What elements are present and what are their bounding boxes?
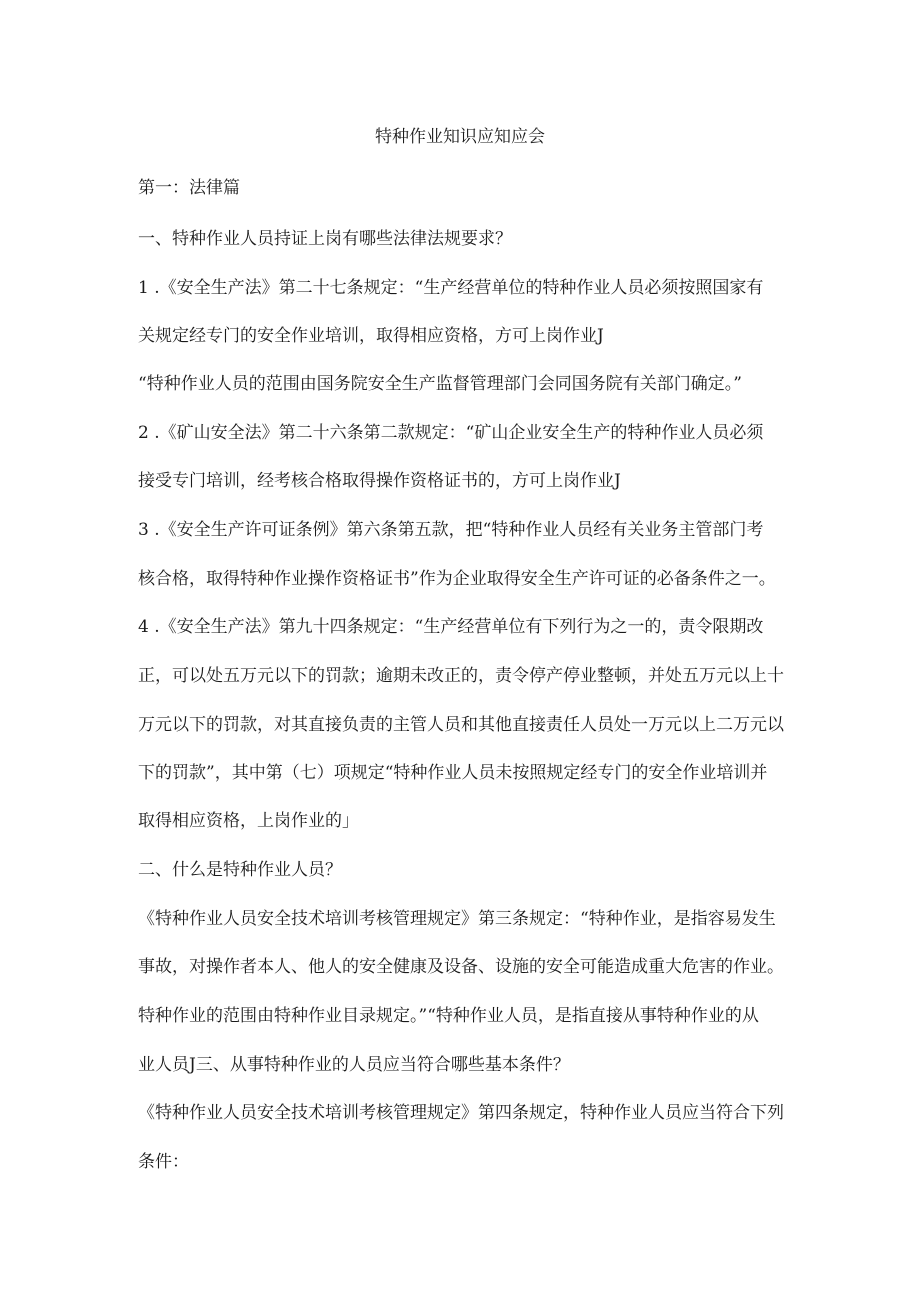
paragraph-line: 《特种作业人员安全技术培训考核管理规定》第三条规定：“特种作业，是指容易发生	[138, 909, 776, 929]
paragraph-line: 下的罚款”，其中第（七）项规定“特种作业人员未按照规定经专门的安全作业培训并	[138, 763, 768, 783]
paragraph-line: 4 .《安全生产法》第九十四条规定：“生产经营单位有下列行为之一的，责令限期改	[138, 617, 764, 637]
paragraph-line: 3 .《安全生产许可证条例》第六条第五款，把“特种作业人员经有关业务主管部门考	[138, 520, 764, 540]
paragraph-line: 业人员J三、从事特种作业的人员应当符合哪些基本条件？	[138, 1055, 570, 1075]
question-2-heading: 二、什么是特种作业人员？	[138, 860, 342, 880]
document-title: 特种作业知识应知应会	[375, 127, 545, 147]
paragraph-line: 1 .《安全生产法》第二十七条规定：“生产经营单位的特种作业人员必须按照国家有	[138, 278, 764, 298]
paragraph-line: 万元以下的罚款，对其直接负责的主管人员和其他直接责任人员处一万元以上二万元以	[138, 715, 784, 735]
paragraph-line: “特种作业人员的范围由国务院安全生产监督管理部门会同国务院有关部门确定。”	[138, 374, 742, 394]
section-heading-law: 第一：法律篇	[138, 178, 240, 198]
paragraph-line: 核合格，取得特种作业操作资格证书”作为企业取得安全生产许可证的必备条件之一。	[138, 569, 776, 589]
paragraph-line: 事故，对操作者本人、他人的安全健康及设备、设施的安全可能造成重大危害的作业。	[138, 957, 784, 977]
paragraph-line: 接受专门培训，经考核合格取得操作资格证书的，方可上岗作业J	[138, 471, 621, 491]
paragraph-line: 关规定经专门的安全作业培训，取得相应资格，方可上岗作业J	[138, 326, 604, 346]
paragraph-line: 条件：	[138, 1152, 189, 1172]
paragraph-line: 特种作业的范围由特种作业目录规定。”“特种作业人员，是指直接从事特种作业的从	[138, 1006, 759, 1026]
question-1-heading: 一、特种作业人员持证上岗有哪些法律法规要求？	[138, 229, 512, 249]
paragraph-line: 《特种作业人员安全技术培训考核管理规定》第四条规定，特种作业人员应当符合下列	[138, 1103, 784, 1123]
paragraph-line: 取得相应资格，上岗作业的」	[138, 811, 359, 831]
paragraph-line: 2 .《矿山安全法》第二十六条第二款规定：“矿山企业安全生产的特种作业人员必须	[138, 423, 764, 443]
paragraph-line: 正，可以处五万元以下的罚款；逾期未改正的，责令停产停业整顿，并处五万元以上十	[138, 666, 784, 686]
